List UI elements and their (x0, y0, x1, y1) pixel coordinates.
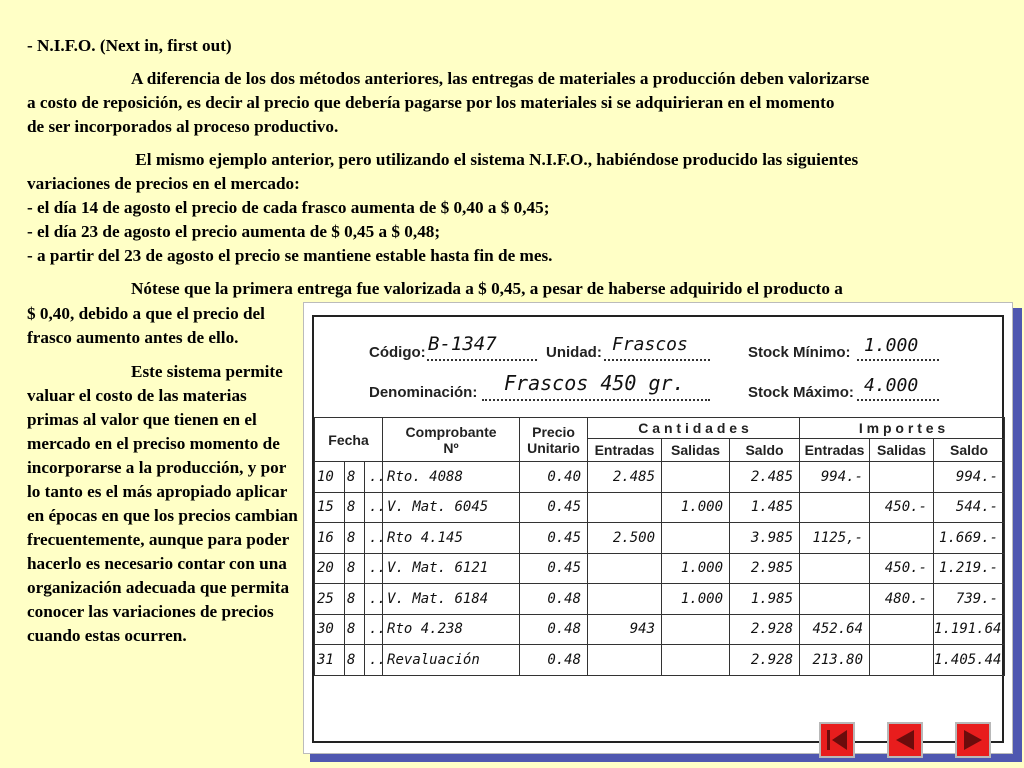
voucher-cell: Rto. 4088 (383, 462, 520, 493)
voucher-cell: Rto 4.238 (383, 614, 520, 645)
amount-balance-cell: 739.- (934, 584, 1005, 615)
unidad-line (604, 359, 710, 361)
saldo-header: Saldo (730, 439, 800, 462)
first-slide-icon (824, 727, 850, 753)
denominacion-line (482, 399, 710, 401)
month-cell: 8 (345, 553, 365, 584)
qty-out-cell: 1.000 (662, 492, 730, 523)
amount-balance-cell: 1.219.- (934, 553, 1005, 584)
stock-maximo-label: Stock Máximo: (748, 384, 854, 401)
amount-out-cell (870, 523, 934, 554)
fecha-header: Fecha (315, 418, 383, 462)
ledger-row (315, 523, 1005, 554)
price-change-item-1: - el día 14 de agosto el precio de cada frasco aumenta de $ 0,40 a $ 0,45; (27, 198, 550, 217)
header-row-1 (315, 418, 1005, 439)
unit-price-cell: 0.48 (520, 614, 588, 645)
amount-in-cell: 1125,- (800, 523, 870, 554)
section-heading: - N.I.F.O. (Next in, first out) (27, 36, 232, 55)
inventory-card (303, 302, 1013, 754)
precio-header: Precio Unitario (520, 418, 588, 462)
separator-cell: .. (365, 462, 383, 493)
codigo-line (427, 359, 537, 361)
comprobante-header: Comprobante Nº (383, 418, 520, 462)
qty-balance-cell: 1.985 (730, 584, 800, 615)
day-cell: 30 (315, 614, 345, 645)
qty-in-cell (588, 553, 662, 584)
price-change-item-2: - el día 23 de agosto el precio aumenta de $ 0,45 a $ 0,48; (27, 222, 441, 241)
amount-in-cell (800, 492, 870, 523)
separator-cell: .. (365, 584, 383, 615)
day-cell: 10 (315, 462, 345, 493)
qty-in-cell: 2.485 (588, 462, 662, 493)
previous-slide-button[interactable] (887, 722, 923, 758)
month-cell: 8 (345, 584, 365, 615)
codigo-label: Código: (369, 344, 426, 361)
month-cell: 8 (345, 614, 365, 645)
importe-saldo-header: Saldo (934, 439, 1005, 462)
qty-in-cell (588, 584, 662, 615)
stock-minimo-value: 1.000 (864, 335, 919, 356)
ledger-table (314, 417, 1005, 676)
qty-balance-cell: 2.985 (730, 553, 800, 584)
unit-price-cell: 0.48 (520, 584, 588, 615)
paragraph-2-line-2: variaciones de precios en el mercado: (27, 174, 300, 193)
day-cell: 20 (315, 553, 345, 584)
amount-balance-cell: 994.- (934, 462, 1005, 493)
codigo-value: B-1347 (428, 333, 497, 355)
unit-price-cell: 0.45 (520, 492, 588, 523)
qty-out-cell (662, 523, 730, 554)
unit-price-cell: 0.48 (520, 645, 588, 676)
amount-in-cell: 213.80 (800, 645, 870, 676)
month-cell: 8 (345, 462, 365, 493)
separator-cell: .. (365, 645, 383, 676)
voucher-cell: Rto 4.145 (383, 523, 520, 554)
unidad-value: Frascos (612, 334, 688, 355)
qty-in-cell: 943 (588, 614, 662, 645)
month-cell: 8 (345, 492, 365, 523)
day-cell: 25 (315, 584, 345, 615)
qty-out-cell: 1.000 (662, 553, 730, 584)
ledger-row (315, 614, 1005, 645)
denominacion-label: Denominación: (369, 384, 478, 401)
unit-price-cell: 0.45 (520, 553, 588, 584)
amount-in-cell (800, 553, 870, 584)
qty-in-cell (588, 645, 662, 676)
separator-cell: .. (365, 523, 383, 554)
stock-minimo-label: Stock Mínimo: (748, 344, 851, 361)
next-slide-button[interactable] (955, 722, 991, 758)
salidas-header: Salidas (662, 439, 730, 462)
amount-in-cell (800, 584, 870, 615)
amount-out-cell: 450.- (870, 492, 934, 523)
denominacion-value: Frascos 450 gr. (504, 371, 685, 395)
sidebar-paragraph-2: Este sistema permite valuar el costo de las materias primas al valor que tienen en el mercado en el preciso momento de incorporarse a la producción, y por lo tanto es el más apropiado aplicar en épocas en que los precios cambian frecuentemente, aunque para poder hacerlo es necesario contar con una organización adecuada que permita conocer las variaciones de precios cuando estas ocurren. (27, 362, 298, 645)
voucher-cell: V. Mat. 6184 (383, 584, 520, 615)
qty-in-cell: 2.500 (588, 523, 662, 554)
ledger-row (315, 553, 1005, 584)
month-cell: 8 (345, 645, 365, 676)
next-slide-icon (960, 727, 986, 753)
voucher-cell: Revaluación (383, 645, 520, 676)
importes-header: I m p o r t e s (800, 418, 1005, 439)
ledger-row (315, 492, 1005, 523)
unit-price-cell: 0.45 (520, 523, 588, 554)
voucher-cell: V. Mat. 6045 (383, 492, 520, 523)
amount-out-cell: 450.- (870, 553, 934, 584)
paragraph-1-line-1: A diferencia de los dos métodos anteriores, las entregas de materiales a producción deben valorizarse (131, 69, 870, 88)
paragraph-2-line-1: El mismo ejemplo anterior, pero utilizando el sistema N.I.F.O., habiéndose producido las siguientes (131, 150, 859, 169)
first-slide-button[interactable] (819, 722, 855, 758)
importe-salidas-header: Salidas (870, 439, 934, 462)
voucher-cell: V. Mat. 6121 (383, 553, 520, 584)
day-cell: 16 (315, 523, 345, 554)
amount-in-cell: 452.64 (800, 614, 870, 645)
cantidades-header: C a n t i d a d e s (588, 418, 800, 439)
day-cell: 31 (315, 645, 345, 676)
entradas-header: Entradas (588, 439, 662, 462)
price-change-item-3: - a partir del 23 de agosto el precio se mantiene estable hasta fin de mes. (27, 246, 553, 265)
sidebar-text (27, 302, 302, 648)
paragraph-3-line-1: Nótese que la primera entrega fue valorizada a $ 0,45, a pesar de haberse adquirido el producto a (131, 279, 843, 298)
qty-balance-cell: 1.485 (730, 492, 800, 523)
unidad-label: Unidad: (546, 344, 602, 361)
amount-out-cell (870, 645, 934, 676)
stock-maximo-line (857, 399, 939, 401)
month-cell: 8 (345, 523, 365, 554)
stock-maximo-value: 4.000 (864, 375, 919, 396)
qty-in-cell (588, 492, 662, 523)
sidebar-paragraph-1: $ 0,40, debido a que el precio del frasco aumento antes de ello. (27, 304, 265, 347)
day-cell: 15 (315, 492, 345, 523)
paragraph-1-line-3: de ser incorporados al proceso productivo. (27, 117, 339, 136)
unit-price-cell: 0.40 (520, 462, 588, 493)
previous-slide-icon (892, 727, 918, 753)
qty-balance-cell: 2.485 (730, 462, 800, 493)
qty-out-cell (662, 462, 730, 493)
paragraph-1-line-2: a costo de reposición, es decir al precio que debería pagarse por los materiales si se adquirieran en el momento (27, 93, 835, 112)
amount-out-cell (870, 462, 934, 493)
qty-balance-cell: 3.985 (730, 523, 800, 554)
qty-out-cell (662, 614, 730, 645)
amount-balance-cell: 1.191.64 (934, 614, 1005, 645)
ledger-row (315, 462, 1005, 493)
qty-out-cell (662, 645, 730, 676)
qty-out-cell: 1.000 (662, 584, 730, 615)
importe-entradas-header: Entradas (800, 439, 870, 462)
qty-balance-cell: 2.928 (730, 614, 800, 645)
separator-cell: .. (365, 492, 383, 523)
amount-balance-cell: 1.405.44 (934, 645, 1005, 676)
separator-cell: .. (365, 553, 383, 584)
ledger-row (315, 584, 1005, 615)
qty-balance-cell: 2.928 (730, 645, 800, 676)
amount-in-cell: 994.- (800, 462, 870, 493)
stock-minimo-line (857, 359, 939, 361)
amount-balance-cell: 544.- (934, 492, 1005, 523)
amount-out-cell: 480.- (870, 584, 934, 615)
separator-cell: .. (365, 614, 383, 645)
ledger-row (315, 645, 1005, 676)
amount-balance-cell: 1.669.- (934, 523, 1005, 554)
amount-out-cell (870, 614, 934, 645)
